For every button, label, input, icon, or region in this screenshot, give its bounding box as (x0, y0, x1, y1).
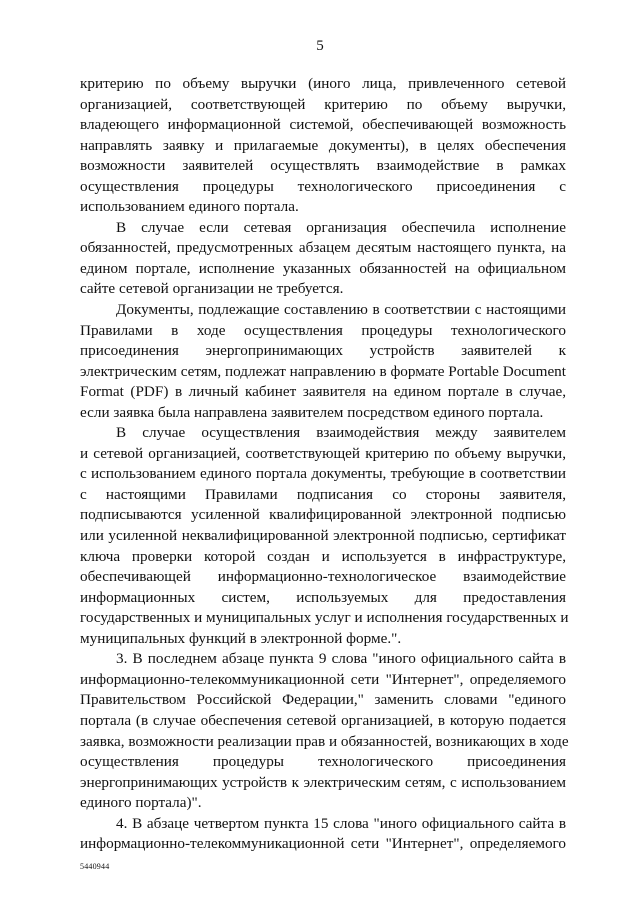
text-line: энергопринимающих устройств к электрическим сетям, с использованием (80, 773, 566, 791)
text-line: информационных систем, используемых для предоставления (80, 588, 566, 606)
text-line: Format (PDF) в личный кабинет заявителя на едином портале в случае, (80, 383, 566, 401)
text-line: В случае осуществления взаимодействия между заявителем (116, 424, 566, 442)
page-number: 5 (316, 38, 324, 54)
text-line: ключа проверки которой создан и используется в инфраструктуре, (80, 547, 566, 565)
text-line: Документы, подлежащие составлению в соответствии с настоящими (116, 301, 566, 319)
text-line: электрическим сетям, подлежат направлению в формате Portable Document (80, 362, 566, 380)
text-line: осуществления процедуры технологического присоединения (80, 753, 566, 771)
text-line: с настоящими Правилами подписания со стороны заявителя, (80, 485, 566, 503)
text-line: с использованием единого портала документы, требующие в соответствии (80, 465, 566, 483)
text-line: информационно-телекоммуникационной сети "Интернет", определяемого (80, 835, 566, 853)
text-line: обязанностей, предусмотренных абзацем десятым настоящего пункта, на (80, 239, 566, 257)
text-line: если заявка была направлена заявителем посредством единого портала. (80, 403, 544, 421)
text-line: единого портала)". (80, 794, 202, 812)
text-line: 4. В абзаце четвертом пункта 15 слова "иного официального сайта в (116, 814, 566, 832)
text-line: или усиленной неквалифицированной электронной подписью, сертификат (80, 527, 566, 545)
text-line: и сетевой организацией, соответствующей критерию по объему выручки, (80, 444, 566, 462)
text-line: муниципальных функций в электронной форме.". (80, 629, 402, 647)
text-line: информационно-телекоммуникационной сети "Интернет", определяемого (80, 670, 566, 688)
text-line: 3. В последнем абзаце пункта 9 слова "иного официального сайта в (116, 650, 566, 668)
text-line: заявка, возможности реализации прав и обязанностей, возникающих в ходе (80, 732, 569, 750)
text-line: возможности заявителей осуществлять взаимодействие в рамках (80, 157, 566, 175)
text-line: владеющего информационной системой, обеспечивающей возможность (80, 116, 566, 134)
text-line: В случае если сетевая организация обеспечила исполнение (116, 218, 566, 236)
document-code: 5440944 (80, 862, 110, 871)
text-line: присоединения энергопринимающих устройств заявителей к (80, 342, 566, 360)
text-line: подписываются усиленной квалифицированной электронной подписью (80, 506, 566, 524)
text-line: государственных и муниципальных услуг и исполнения государственных и (80, 609, 569, 627)
text-line: портала (в случае обеспечения сетевой организацией, в которую подается (80, 711, 566, 729)
text-line: направлять заявку и прилагаемые документы), в целях обеспечения (80, 136, 566, 154)
text-line: обеспечивающей информационно-технологическое взаимодействие (80, 568, 566, 586)
text-line: осуществления процедуры технологического присоединения с (80, 177, 566, 195)
text-line: Правительством Российской Федерации," заменить словами "единого (80, 691, 566, 709)
text-line: едином портале, исполнение указанных обязанностей на официальном (80, 259, 566, 277)
text-line: организацией, соответствующей критерию по объему выручки, (80, 95, 566, 113)
text-line: сайте сетевой организации не требуется. (80, 280, 344, 298)
text-line: Правилами в ходе осуществления процедуры технологического (80, 321, 566, 339)
text-line: критерию по объему выручки (иного лица, привлеченного сетевой (80, 75, 566, 92)
text-line: использованием единого портала. (80, 198, 299, 216)
document-body (80, 74, 569, 855)
